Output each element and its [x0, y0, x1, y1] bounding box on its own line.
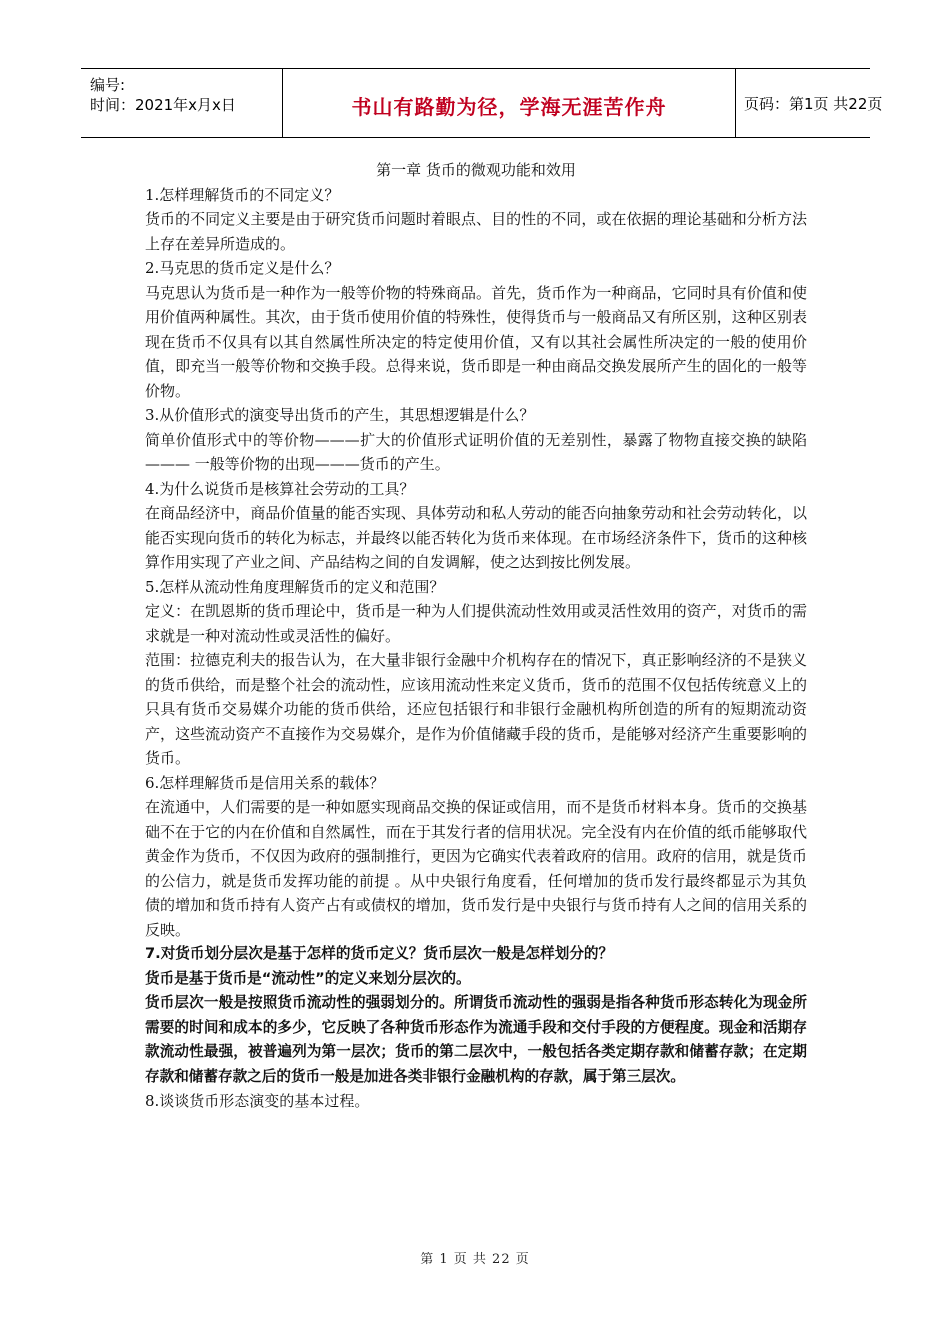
page-code: 页码：第1页 共22页 — [744, 95, 883, 113]
paragraph: 货币层次一般是按照货币流动性的强弱划分的。所谓货币流动性的强弱是指各种货币形态转化为现金所需要的时间和成本的多少，它反映了各种货币形态作为流通手段和交付手段的方便程度。现金和活期存款流动性最强，被普遍列为第一层次；货币的第二层次中，一般包括各类定期存款和储蓄存款；在定期存款和储蓄存款之后的货币一般是加进各类非银行金融机构的存款，属于第三层次。 — [145, 994, 807, 1085]
paragraph: 马克思认为货币是一种作为一般等价物的特殊商品。首先，货币作为一种商品，它同时具有价值和使用价值两种属性。其次，由于货币使用价值的特殊性，使得货币与一般商品又有所区别，这种区别表现在货币不仅具有以其自然属性所决定的特定使用价值，又有以其社会属性所决定的一般的使用价值，即充当一般等价物和交换手段。总得来说，货币即是一种由商品交换发展所产生的固化的一般等价物。 — [145, 283, 807, 400]
chapter-title: 第一章 货币的微观功能和效用 — [376, 161, 576, 179]
header-motto: 书山有路勤为径，学海无涯苦作舟 — [351, 95, 667, 119]
paragraph: 在流通中，人们需要的是一种如愿实现商品交换的保证或信用，而不是货币材料本身。货币的交换基础不在于它的内在价值和自然属性，而在于其发行者的信用状况。完全没有内在价值的纸币能够取代黄金作为货币，不仅因为政府的强制推行，更因为它确实代表着政府的信用。政府的信用，就是货币的公信力，就是货币发挥功能的前提 。从中央银行角度看，任何增加的货币发行最终都显示为其负债的增加和货币持有人资产占有或债权的增加，货币发行是中央银行与货币持有人之间的信用关系的反映。 — [145, 798, 807, 939]
paragraph: 2.马克思的货币定义是什么？ — [145, 259, 340, 277]
document-number-label: 编号: — [90, 76, 126, 94]
paragraph: 货币是基于货币是“流动性”的定义来划分层次的。 — [145, 969, 471, 987]
paragraph: 8.谈谈货币形态演变的基本过程。 — [145, 1092, 370, 1110]
paragraph: 范围：拉德克利夫的报告认为，在大量非银行金融中介机构存在的情况下，真正影响经济的不是狭义的货币供给，而是整个社会的流动性，应该用流动性来定义货币，货币的范围不仅包括传统意义上的只具有货币交易媒介功能的货币供给，还应包括银行和非银行金融机构所创造的所有的短期流动资产，这些流动资产不直接作为交易媒介，是作为价值储藏手段的货币，是能够对经济产生重要影响的货币。 — [145, 651, 807, 767]
page-header — [81, 68, 883, 138]
paragraph: 6.怎样理解货币是信用关系的载体？ — [145, 773, 385, 792]
paragraph: 1.怎样理解货币的不同定义？ — [145, 185, 340, 204]
paragraph: 5.怎样从流动性角度理解货币的定义和范围？ — [145, 577, 445, 596]
page-footer: 第 1 页 共 22 页 — [420, 1252, 530, 1267]
header-page-cell — [736, 69, 883, 137]
paragraph: 定义：在凯恩斯的货币理论中，货币是一种为人们提供流动性效用或灵活性效用的资产，对货币的需求就是一种对流动性或灵活性的偏好。 — [145, 602, 807, 645]
paragraph: 在商品经济中，商品价值量的能否实现、具体劳动和私人劳动的能否向抽象劳动和社会劳动转化，以能否实现向货币的转化为标志，并最终以能否转化为货币来体现。在市场经济条件下，货币的这种核算作用实现了产业之间、产品结构之间的自发调解，使之达到按比例发展。 — [145, 504, 807, 571]
paragraph-list — [145, 183, 807, 1114]
paragraph: 简单价值形式中的等价物———扩大的价值形式证明价值的无差别性，暴露了物物直接交换的缺陷——— 一般等价物的出现———货币的产生。 — [145, 430, 807, 473]
header-motto-cell — [283, 69, 736, 137]
document-body — [145, 158, 807, 1114]
paragraph: 货币的不同定义主要是由于研究货币问题时着眼点、目的性的不同，或在依据的理论基础和分析方法上存在差异所造成的。 — [145, 210, 807, 253]
paragraph: 3.从价值形式的演变导出货币的产生，其思想逻辑是什么？ — [145, 406, 535, 424]
document-date: 时间：2021年x月x日 — [90, 96, 236, 114]
paragraph: 4.为什么说货币是核算社会劳动的工具？ — [145, 479, 415, 498]
header-left-cell — [81, 69, 283, 137]
paragraph: 7.对货币划分层次是基于怎样的货币定义？货币层次一般是怎样划分的？ — [145, 945, 614, 962]
